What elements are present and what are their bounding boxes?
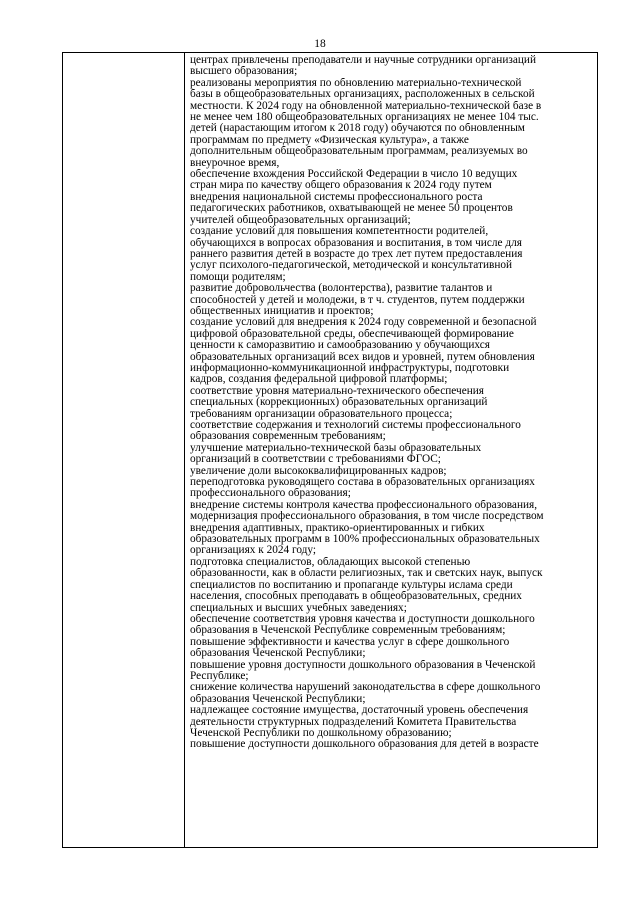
text-line: образования в Чеченской Республике современным требованиям; xyxy=(190,625,506,637)
text-line: способностей у детей и молодежи, в т ч. студентов, путем поддержки xyxy=(190,294,525,306)
text-line: стран мира по качеству общего образования к 2024 году путем xyxy=(190,180,492,192)
text-line: надлежащее состояние имущества, достаточный уровень обеспечения xyxy=(190,705,529,717)
text-line: подготовка специалистов, обладающих высокой степенью xyxy=(190,556,471,568)
text-line: образования Чеченской Республики; xyxy=(190,693,366,705)
text-line: специальных и высших учебных заведениях; xyxy=(190,602,407,614)
text-line: образовательных программ в 100% профессиональных образовательных xyxy=(190,534,540,546)
text-line: повышение уровня доступности дошкольного образования в Чеченской xyxy=(190,659,536,671)
text-line: педагогических работников, охватывающей не менее 50 процентов xyxy=(190,203,513,215)
text-line: увеличение доли высококвалифицированных кадров; xyxy=(190,465,447,477)
text-line: специальных (коррекционных) образовательных организаций xyxy=(190,397,488,409)
text-line: раннего развития детей в возрасте до трех лет путем предоставления xyxy=(190,248,523,260)
text-line: повышение доступности дошкольного образования для детей в возрасте xyxy=(190,739,539,751)
text-line: учителей общеобразовательных организаций; xyxy=(190,214,411,226)
text-line: внедрения национальной системы профессионального роста xyxy=(190,191,483,203)
text-line: создание условий для повышения компетентности родителей, xyxy=(190,226,489,238)
table-right-cell xyxy=(190,55,593,751)
text-line: развитие добровольчества (волонтерства), развитие талантов и xyxy=(190,283,493,295)
text-line: помощи родителям; xyxy=(190,271,286,283)
text-line: ценности к саморазвитию и самообразованию у обучающихся xyxy=(190,340,490,352)
text-line: соответствие уровня материально-технического обеспечения xyxy=(190,385,485,397)
text-line: требованиям организации образовательного процесса; xyxy=(190,408,453,420)
text-line: снижение количества нарушений законодательства в сфере дошкольного xyxy=(190,682,541,694)
text-line: образования современным требованиям; xyxy=(190,431,386,443)
text-line: населения, способных преподавать в общеобразовательных, средних xyxy=(190,591,522,603)
text-line: реализованы мероприятия по обновлению материально-технической xyxy=(190,77,522,89)
text-line: внеурочное время, xyxy=(190,157,280,169)
text-line: модернизация профессионального образования, в том числе посредством xyxy=(190,511,544,523)
text-line: информационно-коммуникационной инфраструктуры, подготовки xyxy=(190,362,510,374)
text-line: обеспечение вхождения Российской Федерации в число 10 ведущих xyxy=(190,169,518,181)
column-divider xyxy=(184,53,185,847)
text-line: высшего образования; xyxy=(190,66,298,78)
text-line: переподготовка руководящего состава в образовательных организациях xyxy=(190,477,535,489)
table-left-cell xyxy=(63,53,184,847)
text-line: местности. К 2024 году на обновленной материально-технической базе в xyxy=(190,100,542,112)
text-line: кадров, создания федеральной цифровой платформы; xyxy=(190,374,448,386)
text-line: детей (нарастающим итогом к 2018 году) обучаются по обновленным xyxy=(190,123,525,135)
page-number: 18 xyxy=(314,38,326,50)
text-line: повышение эффективности и качества услуг в сфере дошкольного xyxy=(190,636,510,648)
text-line: не менее чем 180 общеобразовательных организациях не менее 104 тыс. xyxy=(190,112,539,124)
text-line: программам по предмету «Физическая культура», а также xyxy=(190,134,469,146)
text-line: улучшение материально-технической базы образовательных xyxy=(190,442,482,454)
text-line: центрах привлечены преподаватели и научные сотрудники организаций xyxy=(190,55,536,66)
text-line: дополнительным общеобразовательным программам, реализуемых во xyxy=(190,146,528,158)
text-line: специалистов по воспитанию и пропаганде культуры ислама среди xyxy=(190,579,513,591)
text-line: внедрение системы контроля качества профессионального образования, xyxy=(190,499,538,511)
text-line: обеспечение соответствия уровня качества и доступности дошкольного xyxy=(190,613,535,625)
text-line: профессионального образования; xyxy=(190,488,351,500)
text-line: создание условий для внедрения к 2024 году современной и безопасной xyxy=(190,317,537,329)
text-line: обучающихся в вопросах образования и воспитания, в том числе для xyxy=(190,237,522,249)
text-line: Чеченской Республики по дошкольному образованию; xyxy=(190,727,452,739)
text-line: образованности, как в области религиозных, так и светских наук, выпуск xyxy=(190,568,543,580)
text-line: организациях к 2024 году; xyxy=(190,545,317,557)
text-line: соответствие содержания и технологий системы профессионального xyxy=(190,420,521,431)
text-line: общественных инициатив и проектов; xyxy=(190,305,374,317)
text-line: внедрения адаптивных, практико-ориентированных и гибких xyxy=(190,522,485,534)
text-line: образовательных организаций всех видов и уровней, путем обновления xyxy=(190,351,535,363)
text-line: деятельности структурных подразделений Комитета Правительства xyxy=(190,716,517,728)
text-line: услуг психолого-педагогической, методической и консультативной xyxy=(190,260,513,272)
document-table xyxy=(62,52,598,848)
text-line: цифровой образовательной среды, обеспечивающей формирование xyxy=(190,328,514,340)
text-line: Республике; xyxy=(190,670,249,682)
text-line: организаций в соответствии с требованиями ФГОС; xyxy=(190,454,441,466)
text-line: образования Чеченской Республики; xyxy=(190,648,366,660)
text-line: базы в общеобразовательных организациях, расположенных в сельской xyxy=(190,89,535,101)
